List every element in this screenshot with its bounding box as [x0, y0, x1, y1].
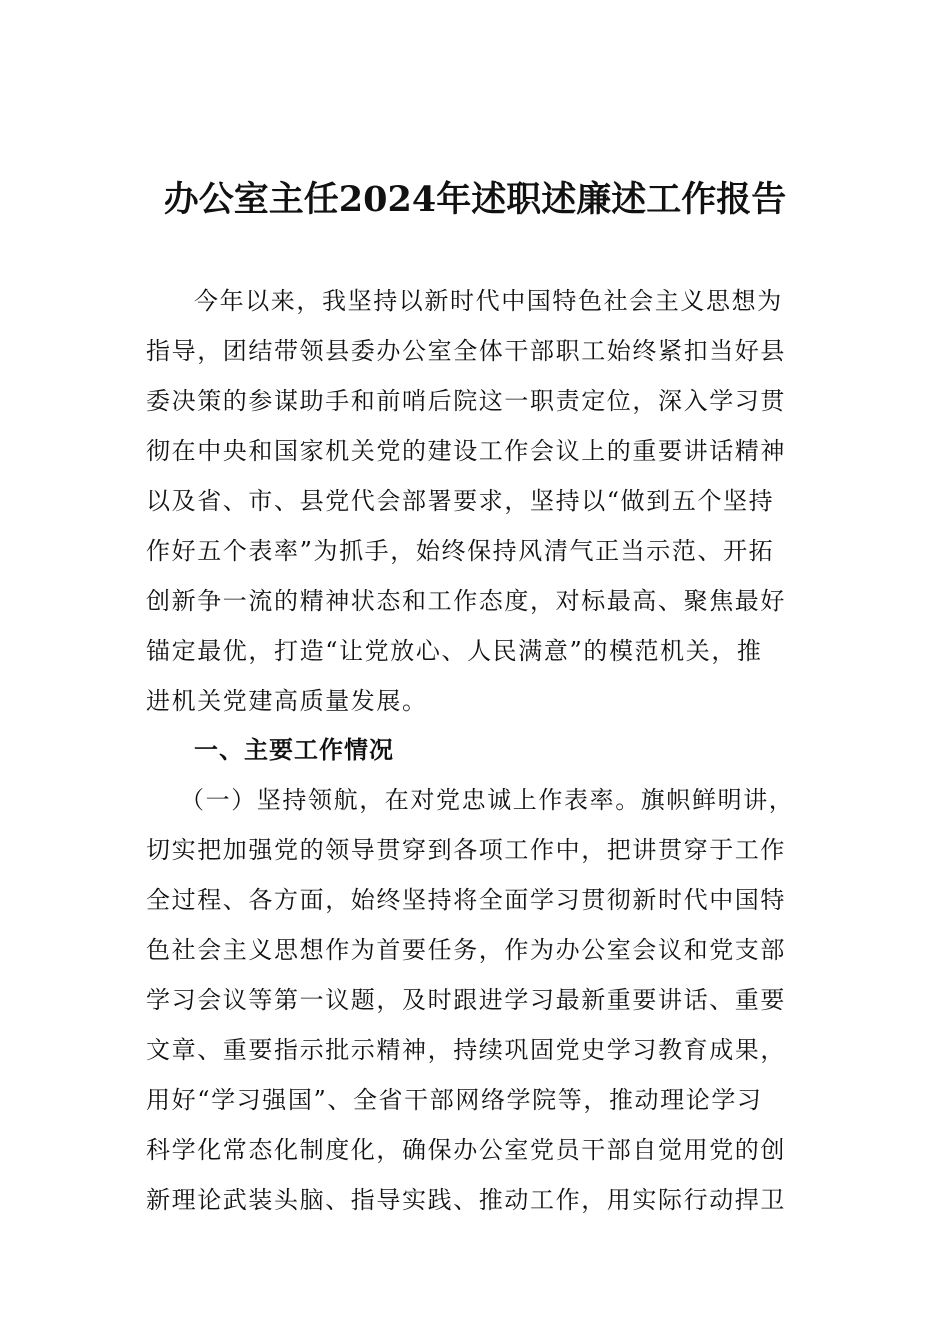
intro-line: 创新争一流的精神状态和工作态度，对标最高、聚焦最好	[146, 587, 786, 615]
section-line: 新理论武装头脑、指导实践、推动工作，用实际行动捍卫	[146, 1186, 786, 1214]
section-line: 色社会主义思想作为首要任务，作为办公室会议和党支部	[146, 936, 786, 964]
intro-line: 进机关党建高质量发展。	[146, 687, 428, 715]
intro-line: 指导，团结带领县委办公室全体干部职工始终紧扣当好县	[146, 337, 786, 365]
section-line: 切实把加强党的领导贯穿到各项工作中，把讲贯穿于工作	[146, 836, 786, 864]
section-line: 科学化常态化制度化，确保办公室党员干部自觉用党的创	[146, 1136, 786, 1164]
intro-line: 彻在中央和国家机关党的建设工作会议上的重要讲话精神	[146, 437, 786, 465]
section-line: 学习会议等第一议题，及时跟进学习最新重要讲话、重要	[146, 986, 786, 1014]
document-title: 办公室主任2024年述职述廉述工作报告	[163, 179, 787, 220]
section-line: 用好“学习强国”、全省干部网络学院等，推动理论学习	[146, 1086, 763, 1114]
section-line: （一）坚持领航，在对党忠诚上作表率。旗帜鲜明讲，	[180, 786, 795, 814]
intro-line: 以及省、市、县党代会部署要求，坚持以“做到五个坚持	[146, 487, 775, 515]
intro-line: 作好五个表率”为抓手，始终保持风清气正当示范、开拓	[146, 537, 775, 565]
intro-line: 今年以来，我坚持以新时代中国特色社会主义思想为	[194, 287, 783, 315]
section-line: 全过程、各方面，始终坚持将全面学习贯彻新时代中国特	[146, 886, 786, 914]
intro-line: 锚定最优，打造“让党放心、人民满意”的模范机关，推	[146, 637, 763, 665]
intro-line: 委决策的参谋助手和前哨后院这一职责定位，深入学习贯	[146, 387, 786, 415]
section-line: 文章、重要指示批示精神，持续巩固党史学习教育成果，	[146, 1036, 786, 1064]
section-heading: 一、主要工作情况	[194, 736, 394, 764]
